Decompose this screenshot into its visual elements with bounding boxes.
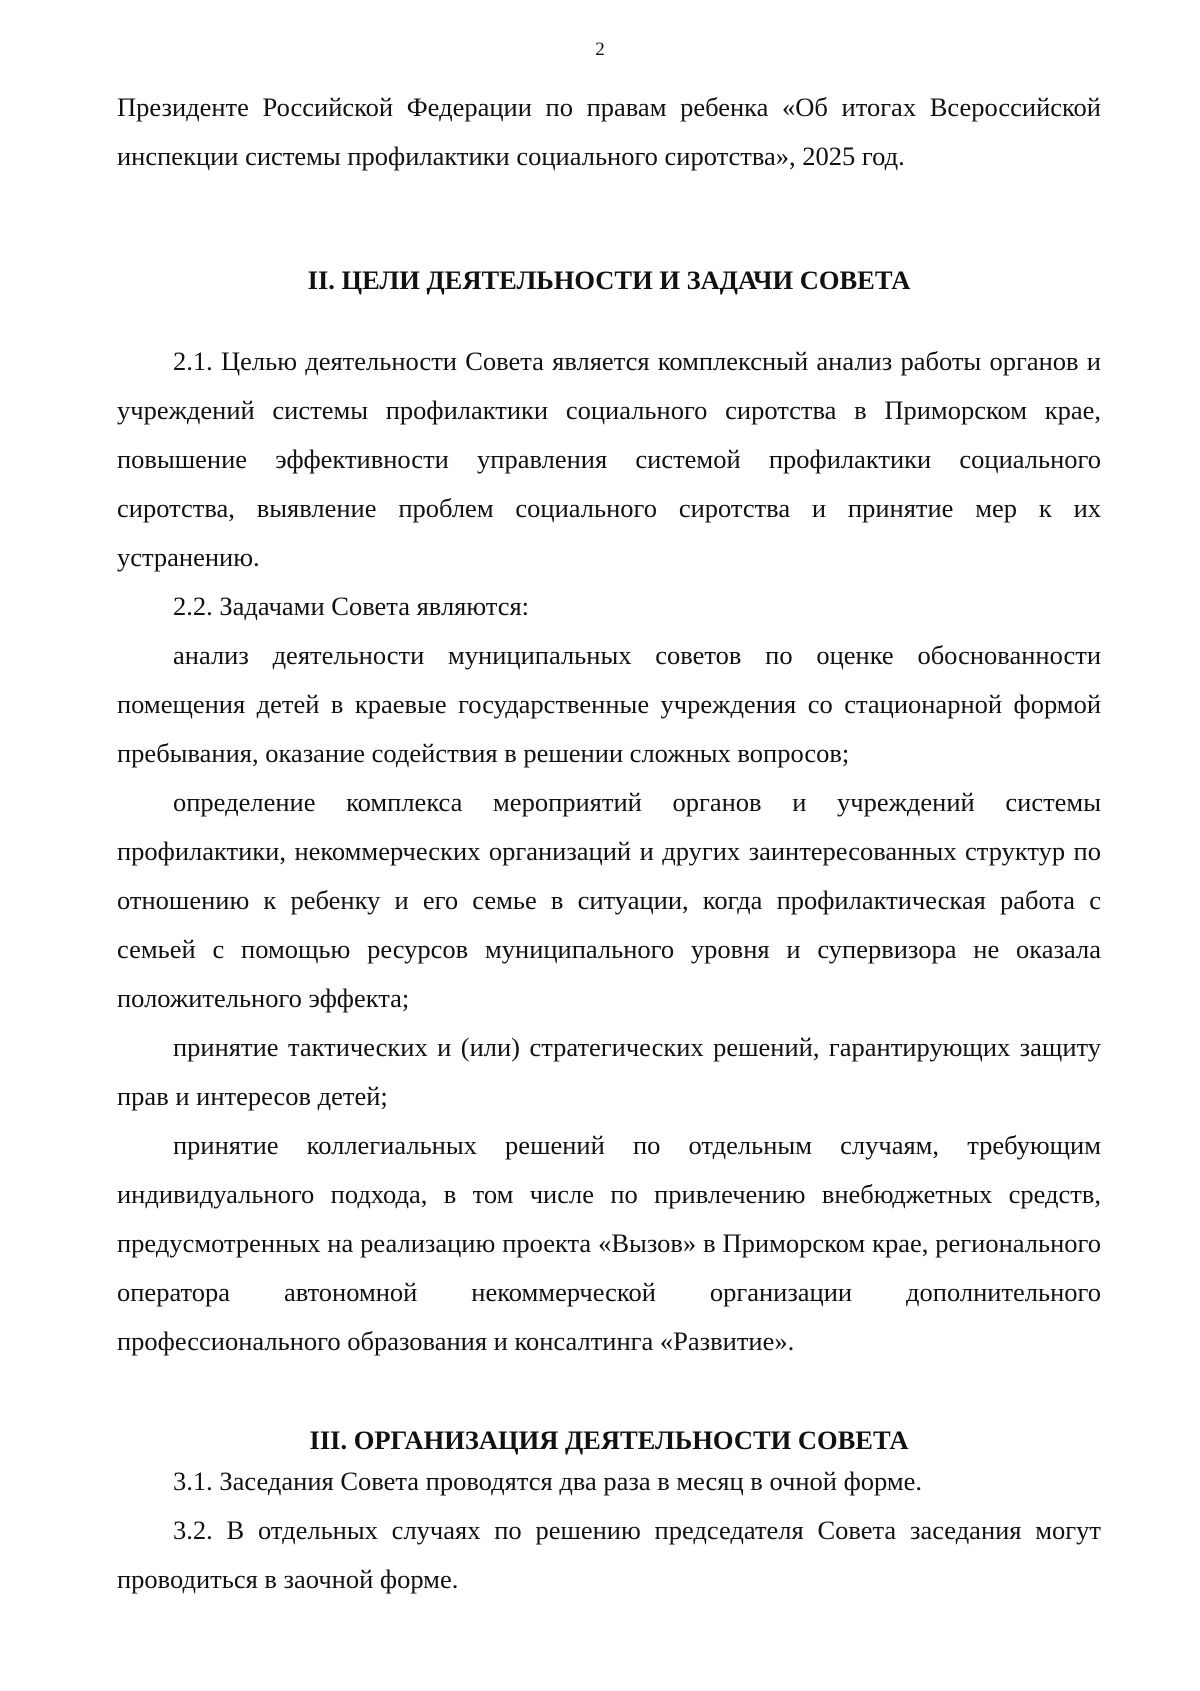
- task-item-analysis: анализ деятельности муниципальных советов по оценке обоснованности помещения детей в краевые государственные учреждения со стационарной формой пребывания, оказание содействия в решении сложных вопросов;: [117, 640, 1101, 768]
- paragraph-3-2: 3.2. В отдельных случаях по решению председателя Совета заседания могут проводиться в заочной форме.: [117, 1515, 1101, 1594]
- intro-paragraph: Президенте Российской Федерации по правам ребенка «Об итогах Всероссийской инспекции системы профилактики социального сиротства», 2025 год.: [117, 92, 1101, 171]
- task-item-decisions: принятие тактических и (или) стратегических решений, гарантирующих защиту прав и интересов детей;: [117, 1032, 1101, 1111]
- paragraph-2-1: 2.1. Целью деятельности Совета является комплексный анализ работы органов и учреждений системы профилактики социального сиротства в Приморском крае, повышение эффективности управления системой профилактики социального сиротства, выявление проблем социального сиротства и принятие мер к их устранению.: [117, 346, 1101, 572]
- page-number: 2: [595, 39, 605, 60]
- paragraph-3-1: 3.1. Заседания Совета проводятся два раза в месяц в очной форме.: [173, 1466, 923, 1496]
- intro-block: [117, 83, 1101, 181]
- section-3-body: [117, 1457, 1101, 1604]
- section-3-heading: III. ОРГАНИЗАЦИЯ ДЕЯТЕЛЬНОСТИ СОВЕТА: [309, 1425, 909, 1455]
- section-2-body: [117, 337, 1101, 1366]
- section-2-heading: II. ЦЕЛИ ДЕЯТЕЛЬНОСТИ И ЗАДАЧИ СОВЕТА: [307, 265, 911, 295]
- task-item-measures: определение комплекса мероприятий органов и учреждений системы профилактики, некоммерческих организаций и других заинтересованных структур по отношению к ребенку и его семье в ситуации, когда профилактическая работа с семьей с помощью ресурсов муниципального уровня и супервизора не оказала положительного эффекта;: [117, 787, 1101, 1013]
- task-item-collegial: принятие коллегиальных решений по отдельным случаям, требующим индивидуального подхода, в том числе по привлечению внебюджетных средств, предусмотренных на реализацию проекта «Вызов» в Приморском крае, регионального оператора автономной некоммерческой организации дополнительного профессионального образования и консалтинга «Развитие».: [117, 1130, 1101, 1356]
- paragraph-2-2: 2.2. Задачами Совета являются:: [173, 591, 530, 621]
